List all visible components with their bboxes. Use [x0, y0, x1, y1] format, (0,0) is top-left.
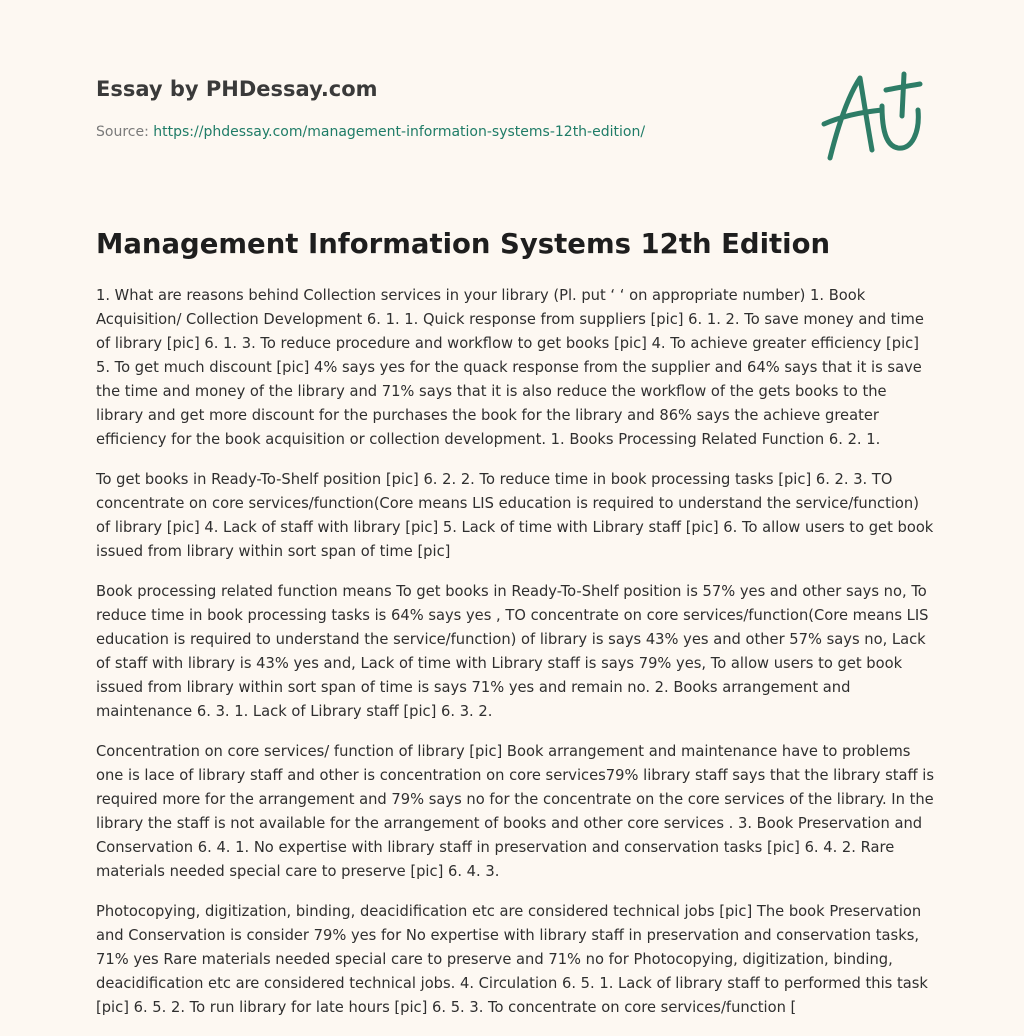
paragraph: To get books in Ready-To-Shelf position [pic] 6. 2. 2. To reduce time in book processing tasks [pic] 6. 2. 3. TO concentrate on core services/function(Core means LIS education is required to understand the service/function) of library [pic] 4. Lack of staff with library [pic] 5. Lack of time with Library staff [pic] 6. To allow users to get book issued from library within sort span of time [pic]	[96, 471, 934, 560]
source-link[interactable]: https://phdessay.com/management-information-systems-12th-edition/	[153, 124, 646, 140]
paragraph: Photocopying, digitization, binding, deacidification etc are considered technical jobs [pic] The book Preservation and Conservation is consider 79% yes for No expertise with library staff in preservation and conservation tasks, 71% yes Rare materials needed special care to preserve and 71% no for Photocopying, digitization, binding, deacidification etc are considered technical jobs. 4. Circulation 6. 5. 1. Lack of library staff to performed this task [pic] 6. 5. 2. To run library for late hours [pic] 6. 5. 3. To concentrate on core services/function [	[96, 903, 928, 1016]
source-line	[96, 122, 796, 142]
document-title: Management Information Systems 12th Edition	[96, 228, 831, 260]
page-header	[96, 70, 796, 142]
essay-body	[96, 284, 936, 1036]
source-label: Source:	[96, 124, 154, 140]
site-title: Essay by PHDessay.com	[96, 77, 378, 101]
a-plus-logo-icon	[816, 66, 932, 166]
paragraph: Concentration on core services/ function of library [pic] Book arrangement and maintenance have to problems one is lace of library staff and other is concentration on core services79% library staff says that the library staff is required more for the arrangement and 79% says no for the concentrate on the core services of the library. In the library the staff is not available for the arrangement of books and other core services . 3. Book Preservation and Conservation 6. 4. 1. No expertise with library staff in preservation and conservation tasks [pic] 6. 4. 2. Rare materials needed special care to preserve [pic] 6. 4. 3.	[96, 743, 935, 880]
paragraph: Book processing related function means To get books in Ready-To-Shelf position is 57% yes and other says no, To reduce time in book processing tasks is 64% says yes , TO concentrate on core services/function(Core means LIS education is required to understand the service/function) of library is says 43% yes and other 57% says no, Lack of staff with library is 43% yes and, Lack of time with Library staff is says 79% yes, To allow users to get book issued from library within sort span of time is says 71% yes and remain no. 2. Books arrangement and maintenance 6. 3. 1. Lack of Library staff [pic] 6. 3. 2.	[96, 583, 929, 720]
paragraph: 1. What are reasons behind Collection services in your library (Pl. put ‘ ‘ on appropriate number) 1. Book Acquisition/ Collection Development 6. 1. 1. Quick response from suppliers [pic] 6. 1. 2. To save money and time of library [pic] 6. 1. 3. To reduce procedure and workflow to get books [pic] 4. To achieve greater efficiency [pic] 5. To get much discount [pic] 4% says yes for the quack response from the supplier and 64% says that it is save the time and money of the library and 71% says that it is also reduce the workflow of the gets books to the library and get more discount for the purchases the book for the library and 86% says the achieve greater efficiency for the book acquisition or collection development. 1. Books Processing Related Function 6. 2. 1.	[96, 287, 924, 448]
a-plus-logo	[816, 66, 932, 166]
